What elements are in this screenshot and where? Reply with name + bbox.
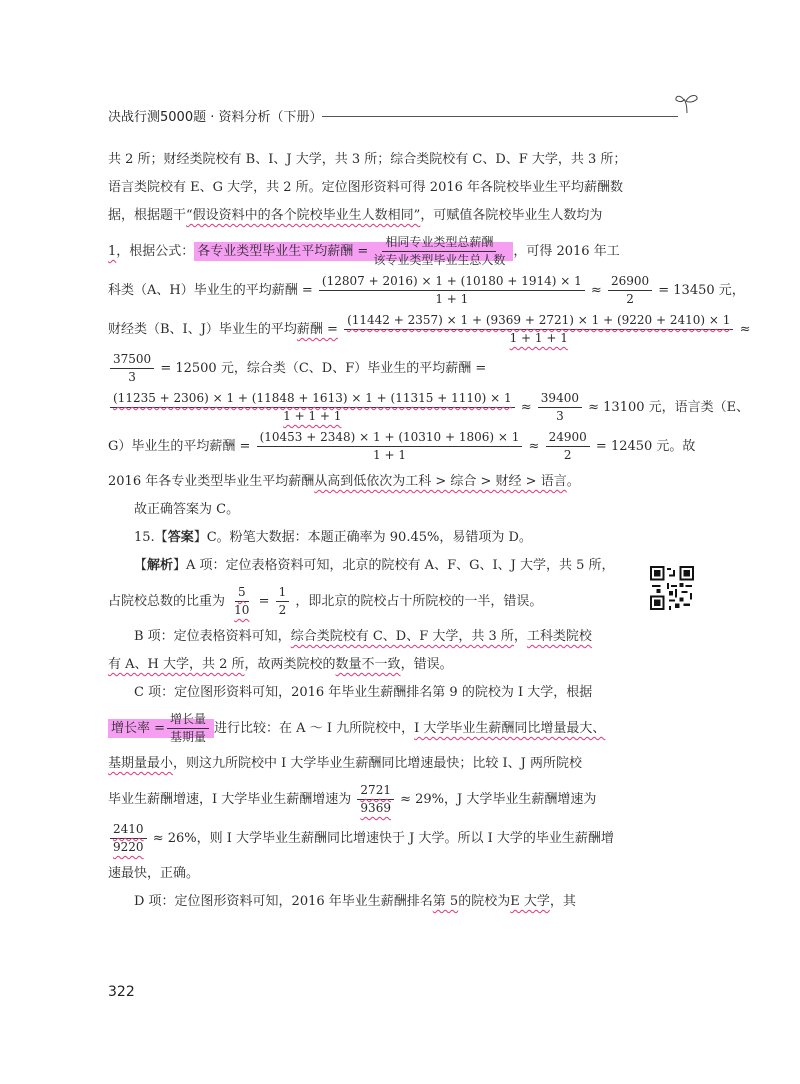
formula-line: 增长率 = $\frac{\text{增长量}}{\text{基期量}}$ 进行比较：在 A ～ I 九所院校中，I 大学毕业生薪酬同比增量最大、 — [108, 711, 628, 746]
text-line: B 项：定位表格资料可知，综合类院校有 C、D、F 大学，共 3 所，工科类院校 — [134, 629, 592, 644]
page-number: 322 — [108, 984, 135, 1000]
formula-line: $\frac{(11235 + 2306) \times 1 + (11848 + 1613) \times 1 + (11315 + 1110) \times 1}{1 + 1 + 1}$ ≈ $\frac{39400}{3}$ ≈ 13100 元，语言类（E、 — [108, 390, 628, 425]
text-line: 语言类院校有 E、G 大学，共 2 所。定位图形资料可得 2016 年各院校毕业生平均薪酬数 — [108, 180, 624, 195]
text-line: 有 A、H 大学，共 2 所，故两类院校的数量不一致，错误。 — [108, 657, 453, 672]
text-line: D 项：定位图形资料可知，2016 年毕业生薪酬排名第 5的院校为E 大学，其 — [134, 894, 576, 909]
analysis-line: 【解析】A 项：定位表格资料可知，北京的院校有 A、F、G、I、J 大学，共 5 所， — [134, 558, 615, 573]
answer-line: 15.【答案】C。粉笔大数据：本题正确率为 90.45%，易错项为 D。 — [134, 530, 532, 545]
text-line: 据，根据题干“假设资料中的各个院校毕业生人数相同”，可赋值各院校毕业生人数均为 — [108, 208, 603, 223]
formula-line: 财经类（B、I、J）毕业生的平均薪酬 = $\frac{(11442 + 2357) \times 1 + (9369 + 2721) \times 1 + (9220 + 2410) \times 1}{1 + 1 + 1}$ ≈ — [108, 313, 751, 345]
text-line: 共 2 所；财经类院校有 B、I、J 大学，共 3 所；综合类院校有 C、D、F 大学，共 3 所； — [108, 152, 627, 167]
qr-code-icon[interactable] — [650, 566, 694, 610]
highlighted-formula: 增长率 = $\frac{\text{增长量}}{\text{基期量}}$ — [108, 719, 214, 738]
formula-line: 1，根据公式： 各专业类型毕业生平均薪酬 = $\frac{\text{相同专业类型总薪酬}}{\text{该专业类型毕业生总人数}}$ ，可得 2016 年工 — [108, 235, 620, 267]
header-rule — [322, 116, 678, 117]
formula-line: $\frac{37500}{3}$ = 12500 元，综合类（C、D、F）毕业生的平均薪酬 = — [108, 351, 628, 386]
text-line: 基期量最小，则这九所院校中 I 大学毕业生薪酬同比增速最快；比较 I、J 两所院校 — [108, 756, 583, 771]
formula-line: 占院校总数的比重为 $\frac{5}{10}$ = $\frac{1}{2}$ ，即北京的院校占十所院校的一半，错误。 — [108, 585, 543, 617]
text-line: 故正确答案为 C。 — [134, 502, 240, 517]
text-line: 2016 年各专业类型毕业生平均薪酬从高到低依次为工科 > 综合 > 财经 > 语言。 — [108, 474, 580, 489]
running-header: 决战行测5000题 · 资料分析（下册） — [108, 110, 323, 125]
text-line: 速最快，正确。 — [108, 866, 200, 881]
sprout-icon — [674, 92, 700, 114]
highlighted-formula: 各专业类型毕业生平均薪酬 = $\frac{\text{相同专业类型总薪酬}}{\text{该专业类型毕业生总人数}}$ — [194, 242, 513, 261]
solution-text — [108, 146, 751, 916]
formula-line: 科类（A、H）毕业生的平均薪酬 = $\frac{(12807 + 2016) \times 1 + (10180 + 1914) \times 1}{1 + 1}$ ≈ $\frac{26900}{2}$ = 13450 元， — [108, 274, 745, 306]
formula-line: 毕业生薪酬增速，I 大学毕业生薪酬增速为 $\frac{2721}{9369}$ ≈ 29%，J 大学毕业生薪酬增速为 — [108, 783, 597, 815]
text-line: C 项：定位图形资料可知，2016 年毕业生薪酬排名第 9 的院校为 I 大学，根据 — [134, 685, 593, 700]
formula-line: G）毕业生的平均薪酬 = $\frac{(10453 + 2348) \times 1 + (10310 + 1806) \times 1}{1 + 1}$ ≈ $\frac{24900}{2}$ = 12450 元。故 — [108, 430, 696, 462]
formula-line: $\frac{2410}{9220}$ ≈ 26%，则 I 大学毕业生薪酬同比增速快于 J 大学。所以 I 大学的毕业生薪酬增 — [108, 821, 628, 856]
